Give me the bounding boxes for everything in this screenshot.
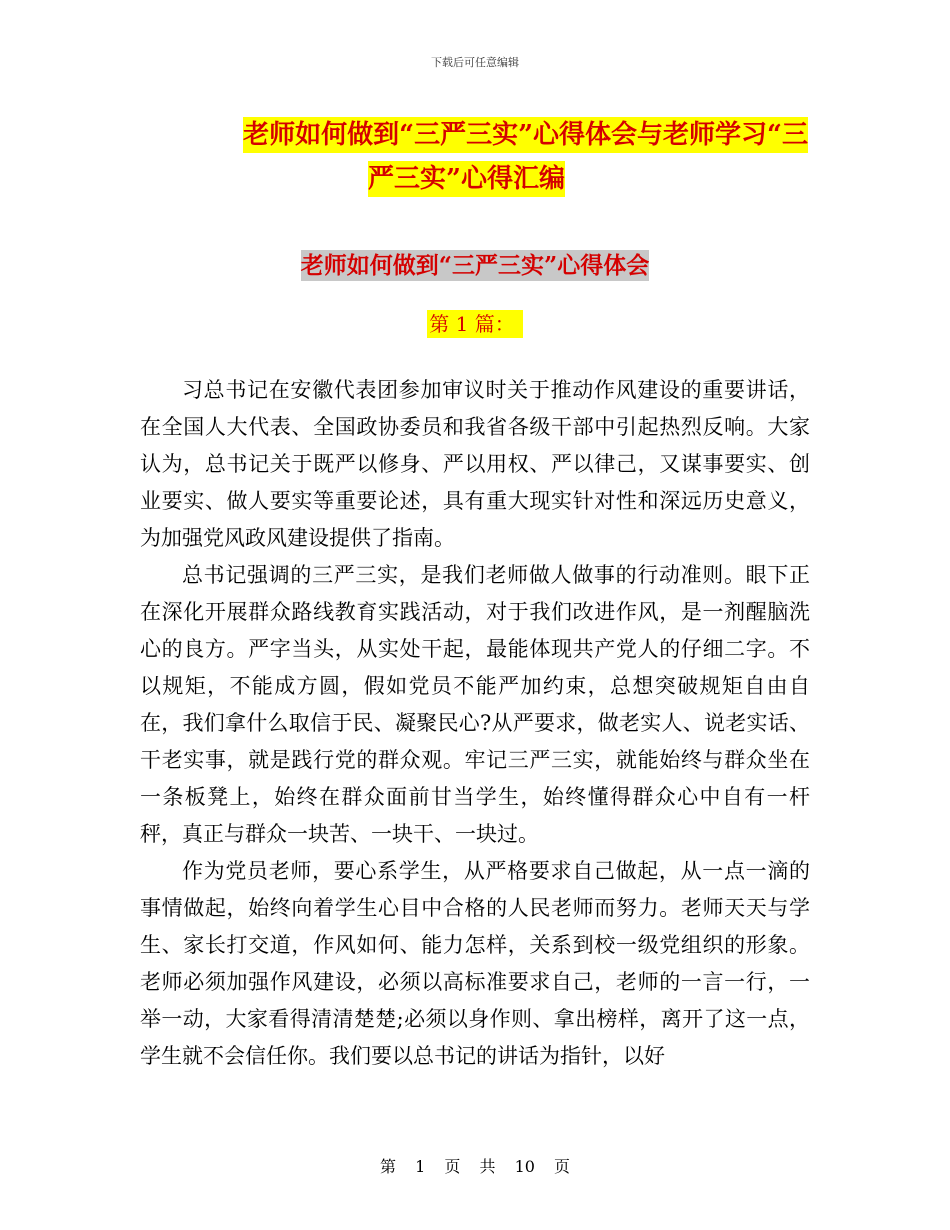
paragraph: 习总书记在安徽代表团参加审议时关于推动作风建设的重要讲话，在全国人大代表、全国政协委员和我省各级干部中引起热烈反响。大家认为，总书记关于既严以修身、严以用权、严以律己，又谋事要实、创业要实、做人要实等重要论述，具有重大现实针对性和深远历史意义，为加强党风政风建设提供了指南。 — [140, 378, 810, 550]
document-title-line-1 — [140, 114, 808, 151]
total-pages-number: 10 — [514, 1157, 535, 1176]
chapter-label — [0, 308, 950, 337]
total-prefix: 共 — [479, 1157, 496, 1176]
page-prefix: 第 — [379, 1157, 396, 1176]
section-title-text: 老师如何做到“三严三实”心得体会 — [300, 252, 650, 279]
paragraph: 总书记强调的三严三实，是我们老师做人做事的行动准则。眼下正在深化开展群众路线教育实践活动，对于我们改进作风，是一剂醒脑洗心的良方。严字当头，从实处干起，最能体现共产党人的仔细二字。不以规矩，不能成方圆，假如党员不能严加约束，总想突破规矩自由自在，我们拿什么取信于民、凝聚民心?从严要求，做老实人、说老实话、干老实事，就是践行党的群众观。牢记三严三实，就能始终与群众坐在一条板凳上，始终在群众面前甘当学生，始终懂得群众心中自有一杆秤，真正与群众一块苦、一块干、一块过。 — [140, 563, 810, 846]
document-title-line-2 — [368, 158, 788, 195]
section-title — [0, 247, 950, 280]
current-page-number: 1 — [415, 1157, 426, 1176]
article-body — [140, 372, 810, 1075]
title-highlight: 严三实”心得汇编 — [368, 161, 565, 197]
paragraph: 作为党员老师，要心系学生，从严格要求自己做起，从一点一滴的事情做起，始终向着学生心目中合格的人民老师而努力。老师天天与学生、家长打交道，作风如何、能力怎样，关系到校一级党组织的形象。老师必须加强作风建设，必须以高标准要求自己，老师的一言一行，一举一动，大家看得清清楚楚;必须以身作则、拿出榜样，离开了这一点，学生就不会信任你。我们要以总书记的讲话为指针，以好 — [140, 859, 810, 1068]
page-footer — [0, 1154, 950, 1177]
page-word: 页 — [444, 1157, 461, 1176]
total-suffix: 页 — [554, 1157, 571, 1176]
header-note: 下载后可任意编辑 — [431, 56, 519, 69]
chapter-label-text: 第 1 篇： — [427, 310, 522, 338]
title-highlight: 老师如何做到“三严三实”心得体会与老师学习“三 — [243, 117, 808, 153]
